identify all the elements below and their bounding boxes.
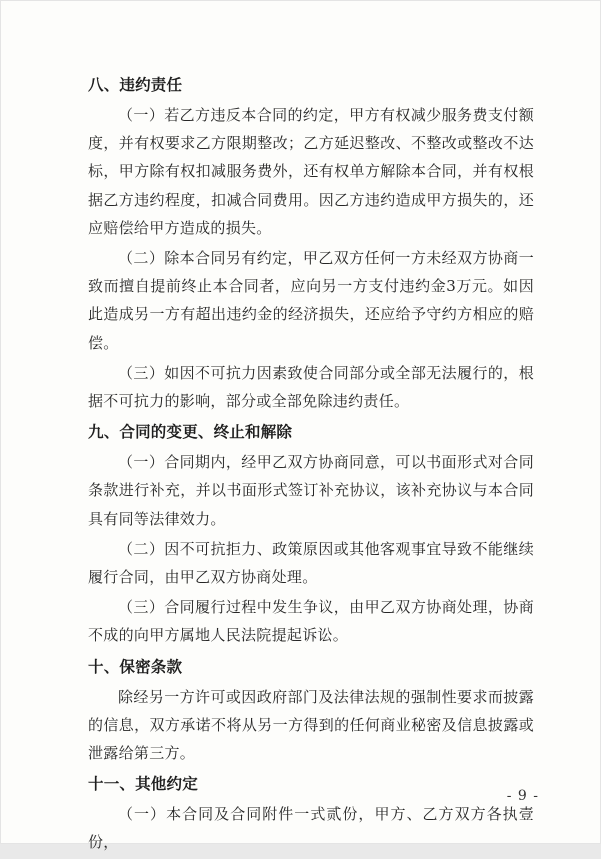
document-body [88, 70, 534, 859]
page-number: - 9 - [506, 788, 539, 804]
clause-paragraph: （一）若乙方违反本合同的约定，甲方有权减少服务费支付额度，并有权要求乙方限期整改；乙方延迟整改、不整改或整改不达标，甲方除有权扣减服务费外，还有权单方解除本合同，并有权根据乙方违约程度，扣减合同费用。因乙方违约造成甲方损失的，还应赔偿给甲方造成的损失。 [88, 106, 534, 237]
section-heading-confidentiality: 十、保密条款 [88, 657, 183, 676]
clause-paragraph: （三）合同履行过程中发生争议，由甲乙双方协商处理，协商不成的向甲方属地人民法院提起诉讼。 [88, 598, 534, 645]
clause-paragraph: （一）本合同及合同附件一式贰份，甲方、乙方双方各执壹份， [88, 805, 534, 852]
clause-paragraph: （一）合同期内，经甲乙双方协商同意，可以书面形式对合同条款进行补充，并以书面形式签订补充协议，该补充协议与本合同具有同等法律效力。 [88, 453, 534, 528]
section-heading-other-terms: 十一、其他约定 [88, 775, 198, 794]
clause-paragraph: 除经另一方许可或因政府部门及法律法规的强制性要求而披露的信息，双方承诺不将从另一方得到的任何商业秘密及信息披露或泄露给第三方。 [88, 687, 534, 763]
clause-paragraph: （二）因不可抗拒力、政策原因或其他客观事宜导致不能继续履行合同，由甲乙双方协商处理。 [88, 539, 534, 587]
clause-paragraph: （二）除本合同另有约定，甲乙双方任何一方未经双方协商一致而擅自提前终止本合同者，应向另一方支付违约金3万元。如因此造成另一方有超出违约金的经济损失，还应给予守约方相应的赔偿。 [88, 249, 534, 352]
clause-paragraph: （三）如因不可抗力因素致使合同部分或全部无法履行的，根据不可抗力的影响，部分或全部免除违约责任。 [88, 363, 534, 411]
section-heading-contract-changes: 九、合同的变更、终止和解除 [88, 423, 293, 442]
section-heading-breach-liability: 八、违约责任 [88, 76, 183, 94]
